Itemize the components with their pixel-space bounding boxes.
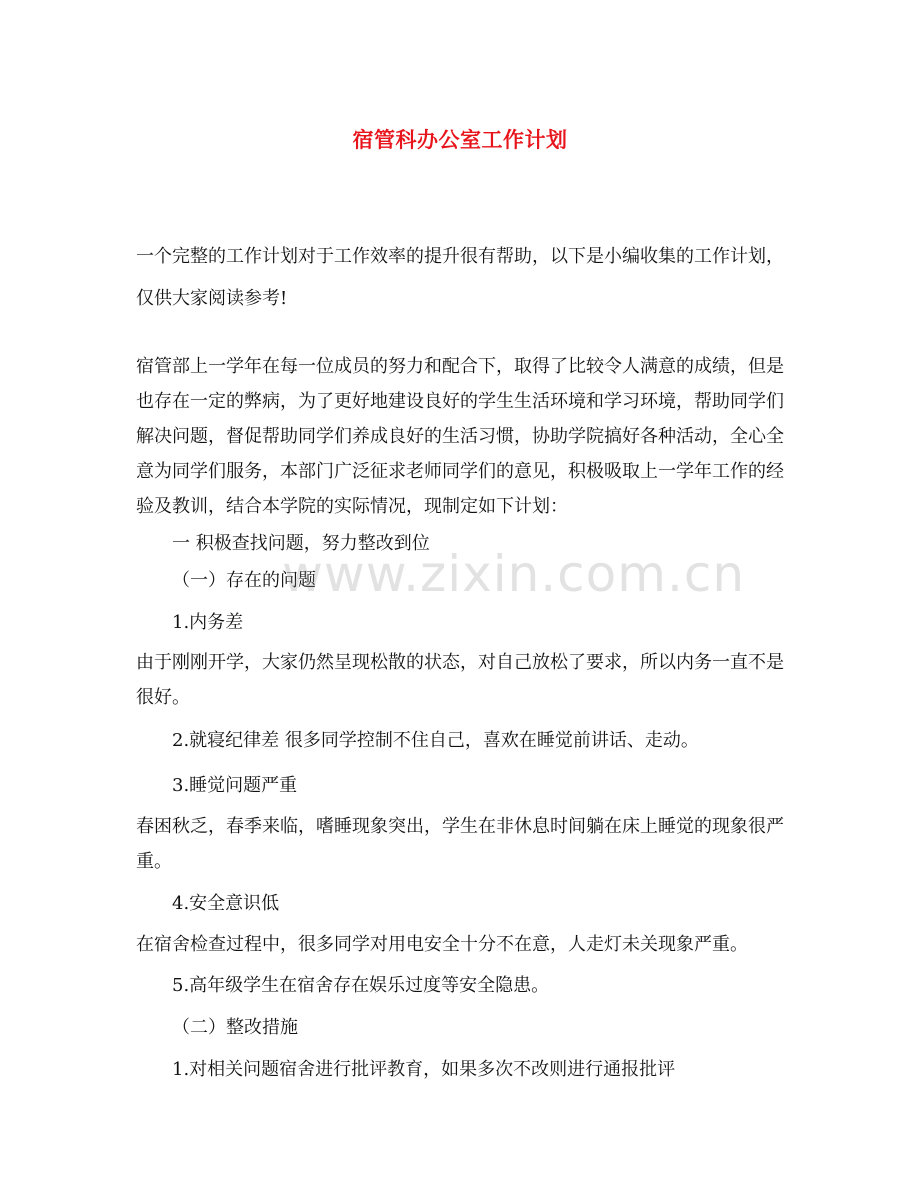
list-item-title: 1.对相关问题宿舍进行批评教育，如果多次不改则进行通报批评 xyxy=(172,1059,676,1080)
intro-paragraph: 一个完整的工作计划对于工作效率的提升很有帮助，以下是小编收集的工作计划，仅供大家阅读参考! xyxy=(136,246,784,309)
list-item-text: 在宿舍检查过程中，很多同学对用电安全十分不在意，人走灯未关现象严重。 xyxy=(136,934,748,955)
list-item-text: 春困秋乏，春季来临，嗜睡现象突出，学生在非休息时间躺在床上睡觉的现象很严 xyxy=(136,816,784,837)
list-item-text: 重。 xyxy=(136,851,172,872)
list-item-text: 很好。 xyxy=(136,687,190,708)
list-item-title: 1.内务差 xyxy=(172,612,244,633)
list-item-title: 4.安全意识低 xyxy=(172,893,280,914)
watermark-text: www.zixin.com.cn xyxy=(282,545,746,603)
list-item-text: 由于刚刚开学，大家仍然呈现松散的状态，对自己放松了要求，所以内务一直不是 xyxy=(136,652,784,673)
subsection-heading: （二）整改措施 xyxy=(172,1017,298,1038)
section-heading: 一 积极查找问题，努力整改到位 xyxy=(172,533,430,554)
list-item-title: 2.就寝纪律差 很多同学控制不住自己，喜欢在睡觉前讲话、走动。 xyxy=(172,730,699,751)
document-title: 宿管科办公室工作计划 xyxy=(352,127,568,152)
list-item-title: 3.睡觉问题严重 xyxy=(172,775,298,796)
body-paragraph: 宿管部上一学年在每一位成员的努力和配合下，取得了比较令人满意的成绩，但是也存在一定的弊病，为了更好地建设良好的学生生活环境和学习环境，帮助同学们解决问题，督促帮助同学们养成良好的生活习惯，协助学院搞好各种活动，全心全意为同学们服务，本部门广泛征求老师同学们的意见，积极吸取上一学年工作的经验及教训，结合本学院的实际情况，现制定如下计划： xyxy=(136,356,784,517)
list-item-title: 5.高年级学生在宿舍存在娱乐过度等安全隐患。 xyxy=(172,975,550,996)
subsection-heading: （一）存在的问题 xyxy=(172,570,316,591)
